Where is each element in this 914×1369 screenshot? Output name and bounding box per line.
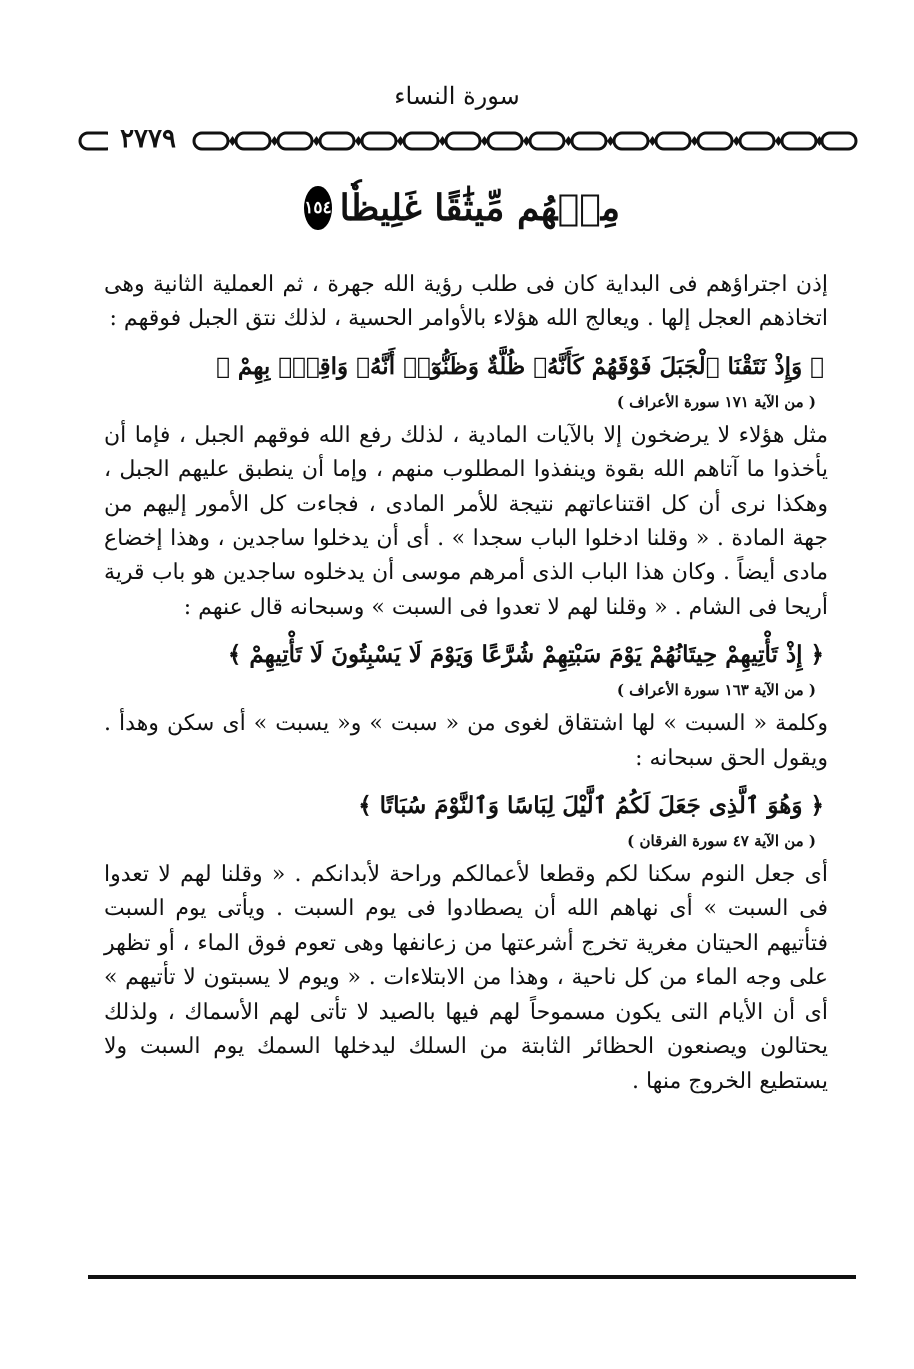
paragraph: مثل هؤلاء لا يرضخون إلا بالآيات المادية ، لذلك رفع الله فوقهم الجبل ، فإما أن يأخذوا ما آتاهم الله بقوة وينفذوا المطلوب منهم ، وإما أن ينطبق عليهم الجبل ، وهكذا نرى أن كل اقتناعاتهم نتيجة للأمر المادى ، فجاءت كل الأمور إليهم من جهة المادة . « وقلنا ادخلوا الباب سجدا » . أى أن يدخلوا ساجدين ، وهذا إخضاع مادى أيضاً . وكان هذا الباب الذى أمرهم موسى أن يدخلوه ساجدين هو باب قرية أريحا فى الشام . « وقلنا لهم لا تعدوا فى السبت » وسبحانه قال عنهم : bbox=[104, 422, 828, 620]
main-text bbox=[104, 268, 828, 1099]
verse-title-text: مِنۡهُم مِّيثَٰقًا غَلِيظٗا bbox=[339, 187, 620, 229]
verse-reference: ( من الآية ٤٧ سورة الفرقان ) bbox=[627, 832, 816, 851]
quran-verse: ﴿ وَإِذْ نَتَقْنَا ٱلْجَبَلَ فَوْقَهُمْ كَأَنَّهُۥ ظُلَّةٌ وَظَنُّوٓا۟ أَنَّهُۥ وَاقِعٌۢ بِهِمْ ﴾ bbox=[216, 352, 824, 380]
verse-reference: ( من الآية ١٧١ سورة الأعراف ) bbox=[616, 392, 816, 411]
ornamental-chain-border bbox=[78, 124, 858, 158]
verse-title-block bbox=[300, 176, 620, 240]
footer-rule bbox=[88, 1275, 856, 1279]
paragraph: إذن اجتراؤهم فى البداية كان فى طلب رؤية الله جهرة ، ثم العملية الثانية وهى اتخاذهم العجل إلها . ويعالج الله هؤلاء بالأوامر الحسية ، لذلك نتق الجبل فوقهم : bbox=[104, 272, 828, 332]
verse-number-badge: ١٥٤ bbox=[304, 186, 331, 230]
quran-verse: ﴿ وَهُوَ ٱلَّذِى جَعَلَ لَكُمُ ٱلَّيْلَ لِبَاسًا وَٱلنَّوْمَ سُبَاتًا ﴾ bbox=[358, 792, 824, 820]
surah-name-header: سورة النساء bbox=[394, 82, 520, 110]
verse-reference: ( من الآية ١٦٣ سورة الأعراف ) bbox=[616, 681, 816, 700]
quran-verse: ﴿ إِذْ تَأْتِيهِمْ حِيتَانُهُمْ يَوْمَ سَبْتِهِمْ شُرَّعًا وَيَوْمَ لَا يَسْبِتُونَ لَا تَأْتِيهِمْ ﴾ bbox=[227, 641, 824, 669]
page-number: ٢٧٧٩ bbox=[108, 122, 188, 156]
paragraph: وكلمة « السبت » لها اشتقاق لغوى من « سبت » و« يسبت » أى سكن وهدأ . ويقول الحق سبحانه : bbox=[104, 711, 828, 771]
paragraph: أى جعل النوم سكنا لكم وقطعا لأعمالكم وراحة لأبدانكم . « وقلنا لهم لا تعدوا فى السبت » أى نهاهم الله أن يصطادوا فى يوم السبت . ويأتى يوم السبت فتأتيهم الحيتان مغرية تخرج أشرعتها من زعانفها وهى تعوم فوق الماء ، أو تظهر على وجه الماء من كل ناحية ، وهذا من الابتلاءات . « ويوم لا يسبتون لا تأتيهم » أى أن الأيام التى يكون مسموحاً لهم فيها بالصيد لا تأتى لهم الأسماك ، ولذلك يحتالون ويصنعون الحظائر الثابتة من السلك ليدخلها السمك يوم السبت ولا يستطيع الخروج منها . bbox=[104, 862, 828, 1094]
